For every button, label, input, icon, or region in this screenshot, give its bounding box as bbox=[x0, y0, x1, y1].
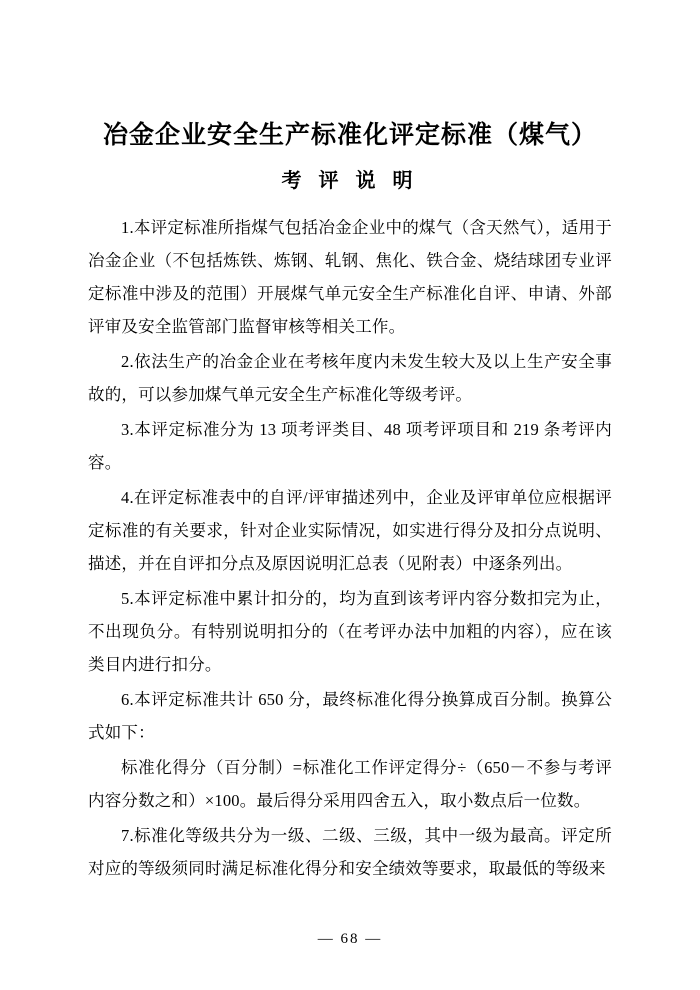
paragraph-2: 2.依法生产的冶金企业在考核年度内未发生较大及以上生产安全事故的，可以参加煤气单元安全生产标准化等级考评。 bbox=[88, 351, 612, 404]
page-subtitle: 考 评 说 明 bbox=[281, 169, 419, 192]
paragraph-1: 1.本评定标准所指煤气包括冶金企业中的煤气（含天然气），适用于冶金企业（不包括炼铁、炼钢、轧钢、焦化、铁合金、烧结球团专业评定标准中涉及的范围）开展煤气单元安全生产标准化自评、申请、外部评审及安全监管部门监督审核等相关工作。 bbox=[88, 217, 612, 336]
page-number: — 68 — bbox=[317, 931, 383, 947]
paragraph-7: 7.标准化等级共分为一级、二级、三级，其中一级为最高。评定所对应的等级须同时满足标准化得分和安全绩效等要求，取最低的等级来 bbox=[88, 825, 612, 878]
page-content bbox=[88, 120, 612, 887]
paragraph-5: 5.本评定标准中累计扣分的，均为直到该考评内容分数扣完为止，不出现负分。有特别说明扣分的（在考评办法中加粗的内容），应在该类目内进行扣分。 bbox=[88, 588, 612, 674]
paragraph-3: 3.本评定标准分为 13 项考评类目、48 项考评项目和 219 条考评内容。 bbox=[88, 419, 612, 472]
paragraph-6: 6.本评定标准共计 650 分，最终标准化得分换算成百分制。换算公式如下： bbox=[88, 689, 612, 742]
paragraph-formula: 标准化得分（百分制）=标准化工作评定得分÷（650－不参与考评内容分数之和）×100。最后得分采用四舍五入，取小数点后一位数。 bbox=[88, 757, 612, 810]
page-title: 冶金企业安全生产标准化评定标准（煤气） bbox=[102, 122, 597, 149]
paragraph-4: 4.在评定标准表中的自评/评审描述列中，企业及评审单位应根据评定标准的有关要求，针对企业实际情况，如实进行得分及扣分点说明、描述，并在自评扣分点及原因说明汇总表（见附表）中逐条列出。 bbox=[88, 487, 612, 573]
